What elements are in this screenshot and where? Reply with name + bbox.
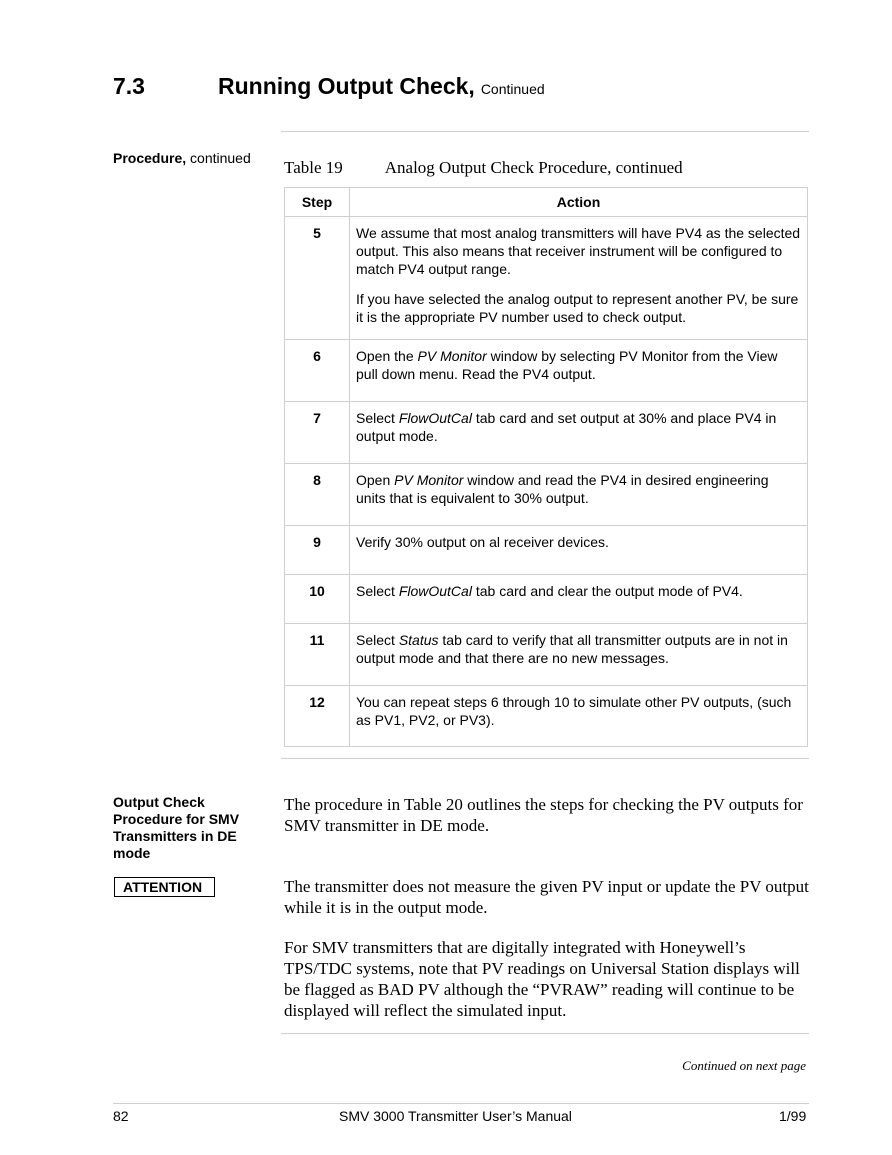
step-action xyxy=(350,526,808,575)
step-number: 11 xyxy=(285,624,350,686)
section-number: 7.3 xyxy=(113,73,145,99)
step-action-text: Select xyxy=(356,632,399,648)
table-row xyxy=(285,686,808,747)
output-check-heading: Output Check Procedure for SMV Transmitters in DE mode xyxy=(113,794,240,861)
section-title-text: Running Output Check, xyxy=(218,73,475,99)
step-number: 5 xyxy=(285,217,350,340)
step-action xyxy=(350,624,808,686)
step-action-text: Verify 30% output on al receiver devices. xyxy=(356,534,609,550)
step-action-emphasis: Status xyxy=(398,632,439,648)
table-caption-number: Table 19 xyxy=(284,158,343,177)
footer-divider xyxy=(113,1103,809,1104)
step-action-text: window and read the PV4 in desired engineering units that is equivalent to 30% output. xyxy=(356,472,769,506)
footer-date: 1/99 xyxy=(779,1108,807,1124)
step-action-paragraph: If you have selected the analog output to represent another PV, be sure it is the appropriate PV number used to check output. xyxy=(356,291,799,325)
top-divider xyxy=(281,131,809,132)
step-action-emphasis: FlowOutCal xyxy=(398,583,472,599)
table-row xyxy=(285,575,808,624)
table-row xyxy=(285,464,808,526)
step-action-emphasis: PV Monitor xyxy=(417,348,487,364)
step-action-text: window by selecting PV Monitor from the View pull down menu. Read the PV4 output. xyxy=(356,348,778,382)
bottom-divider xyxy=(281,1033,809,1034)
table-row xyxy=(285,624,808,686)
footer-title: SMV 3000 Transmitter User’s Manual xyxy=(339,1108,572,1124)
attention-text-1: The transmitter does not measure the given PV input or update the PV output while it is in the output mode. xyxy=(284,877,809,917)
step-action-emphasis: PV Monitor xyxy=(394,472,464,488)
procedure-label-bold: Procedure, xyxy=(113,150,187,166)
step-number: 6 xyxy=(285,340,350,402)
table-caption-title: Analog Output Check Procedure, continued xyxy=(384,158,683,177)
step-number: 7 xyxy=(285,402,350,464)
table-row xyxy=(285,340,808,402)
footer-page-number: 82 xyxy=(113,1108,129,1124)
step-action xyxy=(350,686,808,747)
procedure-table xyxy=(284,187,808,747)
step-action xyxy=(350,217,808,340)
table-header-row xyxy=(285,188,808,217)
step-action-emphasis: FlowOutCal xyxy=(398,410,472,426)
step-action-text: Select xyxy=(356,583,399,599)
section-title xyxy=(218,73,545,100)
table-bottom-divider xyxy=(281,758,809,759)
step-action-text: tab card and clear the output mode of PV4. xyxy=(471,583,743,599)
attention-text-2: For SMV transmitters that are digitally integrated with Honeywell’s TPS/TDC systems, note that PV readings on Universal Station displays will be flagged as BAD PV although the “PVRAW” reading will continue to be displayed will reflect the simulated input. xyxy=(284,938,800,1020)
step-action-text: tab card to verify that all transmitter outputs are in not in output mode and that there are no new messages. xyxy=(356,632,788,666)
step-action-text: tab card and set output at 30% and place PV4 in output mode. xyxy=(356,410,777,444)
step-action-text: Open the xyxy=(356,348,418,364)
step-action xyxy=(350,464,808,526)
step-action-text: You can repeat steps 6 through 10 to simulate other PV outputs, (such as PV1, PV2, or PV3). xyxy=(356,694,792,728)
section-continued: Continued xyxy=(480,81,545,97)
continued-next-page: Continued on next page xyxy=(682,1058,806,1073)
output-check-text: The procedure in Table 20 outlines the steps for checking the PV outputs for SMV transmitter in DE mode. xyxy=(284,795,803,835)
procedure-label xyxy=(113,150,251,167)
step-action-text: Select xyxy=(356,410,399,426)
step-action xyxy=(350,402,808,464)
column-header-action: Action xyxy=(350,188,808,217)
step-action xyxy=(350,575,808,624)
step-action xyxy=(350,340,808,402)
procedure-label-continued: continued xyxy=(190,150,251,166)
step-number: 12 xyxy=(285,686,350,747)
step-number: 9 xyxy=(285,526,350,575)
step-number: 10 xyxy=(285,575,350,624)
table-caption xyxy=(284,158,683,178)
attention-badge: ATTENTION xyxy=(114,877,215,897)
step-number: 8 xyxy=(285,464,350,526)
table-row xyxy=(285,526,808,575)
step-action-paragraph: We assume that most analog transmitters will have PV4 as the selected output. This also means that receiver instrument will be configured to match PV4 output range. xyxy=(356,225,801,277)
step-action-text: Open xyxy=(356,472,395,488)
table-row xyxy=(285,217,808,340)
column-header-step: Step xyxy=(285,188,350,217)
table-row xyxy=(285,402,808,464)
